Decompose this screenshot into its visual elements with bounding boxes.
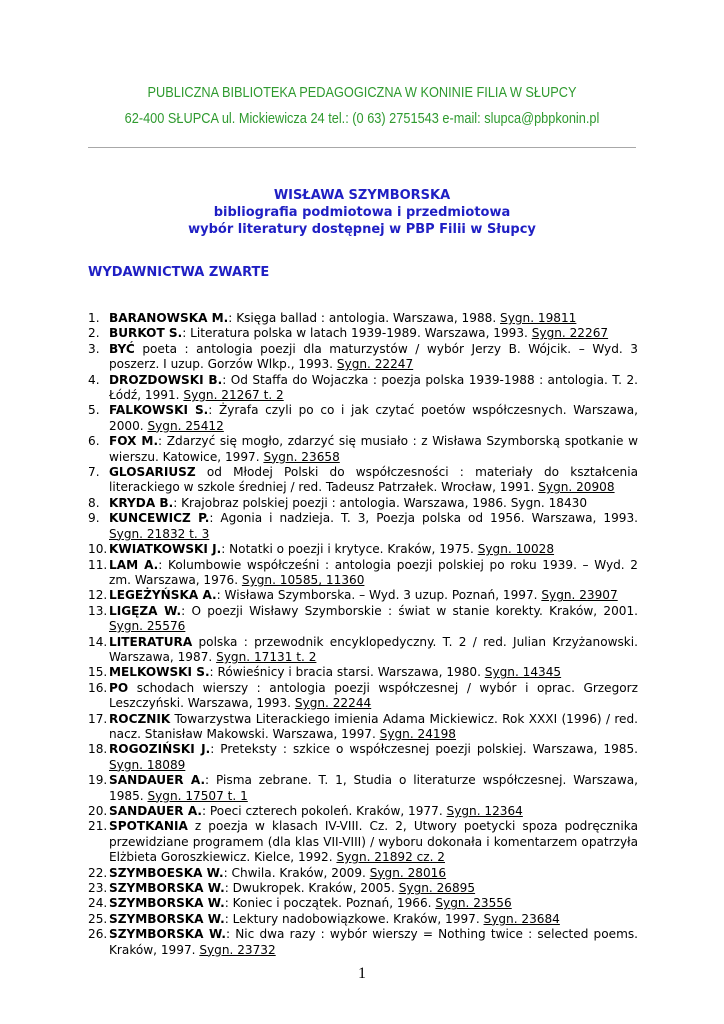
bibliography-entry [88, 665, 638, 680]
bibliography-entry [88, 311, 638, 326]
entry-call-number: Sygn. 23907 [541, 588, 618, 603]
library-address: 62-400 SŁUPCA ul. Mickiewicza 24 tel.: (0 63) 2751543 e-mail: slupca@pbpkonin.pl [124, 111, 600, 127]
entry-author: SANDAUER A. [109, 804, 203, 818]
entry-text: : Agonia i nadzieja. T. 3, Poezja polska od 1956. Warszawa, 1993. [209, 511, 638, 526]
entry-author: BURKOT S. [109, 326, 183, 341]
entry-number: 6. [88, 434, 100, 449]
entry-author: SZYMBORSKA W. [109, 896, 225, 911]
entry-call-number: Sygn. 25576 [109, 619, 186, 634]
entry-call-number: Sygn. 22244 [294, 696, 372, 711]
bibliography-entry [88, 342, 638, 373]
entry-number: 1. [88, 311, 100, 325]
document-title: WISŁAWA SZYMBORSKA [273, 188, 451, 203]
bibliography-entry [88, 373, 638, 404]
bibliography-entry [88, 712, 638, 743]
entry-text: schodach wierszy : antologia poezji współczesnej / wybór i oprac. Grzegorz Leszczyński. Warszawa, 1993. [109, 680, 638, 711]
entry-author: SANDAUER A. [109, 773, 206, 788]
entry-author: BYĆ [109, 341, 135, 356]
entry-call-number: Sygn. 20908 [538, 480, 615, 495]
entry-call-number: Sygn. 26895 [398, 881, 476, 896]
entry-call-number: Sygn. 23556 [435, 896, 512, 911]
entry-text: : Od Staffa do Wojaczka : poezja polska 1939-1988 : antologia. T. 2. Łódź, 1991. [109, 372, 638, 403]
entry-text: : Księga ballad : antologia. Warszawa, 1988. [228, 311, 501, 325]
entry-number: 26. [88, 927, 108, 942]
entry-number: 13. [88, 603, 108, 618]
entry-text: : Rówieśnicy i bracia starsi. Warszawa, 1980. [209, 665, 485, 680]
entry-text: : Dwukropek. Kraków, 2005. [224, 881, 399, 896]
bibliography-entry [88, 542, 638, 557]
entry-author: ROGOZIŃSKI J. [109, 742, 211, 757]
entry-number: 2. [88, 326, 100, 341]
entry-number: 20. [88, 804, 108, 818]
entry-text: z poezja w klasach IV-VIII. Cz. 2, Utwory poetycki spoza podręcznika przewidziane programem (dla klas VII-VIII) / wyboru dokonała i komentarzem opatrzyła Elżbieta Goroszkiewicz. Kielce, 1992. [109, 819, 638, 865]
document-subtitle: bibliografia podmiotowa i przedmiotowa [213, 205, 511, 220]
bibliography-entry [88, 403, 638, 434]
entry-call-number: Sygn. 21832 t. 3 [109, 526, 210, 541]
entry-text: polska : przewodnik encyklopedyczny. T. 2 / red. Julian Krzyżanowski. Warszawa, 1987. [109, 634, 638, 664]
entry-text: : Pisma zebrane. T. 1, Studia o literaturze współczesnej. Warszawa, 1985. [109, 773, 638, 803]
entry-number: 9. [88, 511, 100, 526]
bibliography-entry [88, 558, 638, 589]
entry-call-number: Sygn. 22267 [531, 326, 609, 341]
entry-number: 18. [88, 742, 108, 757]
entry-number: 23. [88, 881, 108, 896]
entry-call-number: Sygn. 22247 [336, 357, 414, 372]
header-divider [88, 147, 636, 148]
entry-number: 7. [88, 465, 100, 480]
entry-text: od Młodej Polski do współczesności : materiały do kształcenia literackiego w szkole średniej / red. Tadeusz Patrzałek. Wrocław, 1991. [109, 465, 638, 495]
entry-call-number: Sygn. 24198 [379, 726, 456, 741]
entry-call-number: Sygn. 17131 t. 2 [216, 649, 317, 664]
bibliography-entry [88, 434, 638, 465]
entry-call-number: Sygn. 21892 cz. 2 [336, 850, 445, 865]
entry-call-number: Sygn. 23658 [263, 449, 340, 464]
bibliography-entry [88, 326, 638, 341]
entry-author: PO [109, 680, 129, 695]
entry-author: LIGĘZA W. [109, 603, 182, 618]
entry-author: FALKOWSKI S. [109, 403, 209, 418]
entry-number: 11. [88, 557, 108, 572]
entry-author: MELKOWSKI S. [109, 665, 210, 680]
entry-author: KWIATKOWSKI J. [109, 542, 222, 557]
entry-author: KRYDA B. [109, 495, 174, 510]
entry-author: ROCZNIK [109, 711, 171, 726]
entry-author: BARANOWSKA M. [109, 311, 229, 325]
document-subtitle-2: wybór literatury dostępnej w PBP Filii w Słupcy [188, 222, 536, 237]
bibliography-entry [88, 681, 638, 712]
entry-text: poeta : antologia poezji dla maturzystów / wybór Jerzy B. Wójcik. – Wyd. 3 poszerz. I uzup. Gorzów Wlkp., 1993. [109, 341, 638, 372]
bibliography-entry [88, 588, 638, 603]
bibliography-entry [88, 465, 638, 496]
entry-text: : Zdarzyć się mogło, zdarzyć się musiało : z Wisława Szymborską spotkanie w wierszu. Katowice, 1997. [109, 434, 638, 464]
entry-text: : Lektury nadobowiązkowe. Kraków, 1997. [224, 911, 484, 926]
entry-text: : Żyrafa czyli po co i jak czytać poetów współczesnych. Warszawa, 2000. [109, 403, 638, 433]
entry-call-number: Sygn. 10028 [477, 542, 555, 557]
bibliography-entry [88, 742, 638, 773]
entry-number: 5. [88, 403, 100, 418]
entry-number: 19. [88, 773, 108, 788]
bibliography-list [88, 311, 638, 958]
entry-number: 24. [88, 896, 108, 911]
entry-number: 15. [88, 665, 108, 680]
entry-number: 12. [88, 588, 108, 603]
bibliography-entry [88, 866, 638, 881]
library-name: PUBLICZNA BIBLIOTEKA PEDAGOGICZNA W KONINIE FILIA W SŁUPCY [147, 85, 577, 101]
entry-call-number: Sygn. 17507 t. 1 [147, 788, 248, 803]
entry-number: 25. [88, 911, 108, 926]
entry-text: : Nic dwa razy : wybór wierszy = Nothing twice : selected poems. Kraków, 1997. [109, 927, 639, 957]
entry-call-number: Sygn. 14345 [484, 665, 562, 680]
entry-text: : Literatura polska w latach 1939-1989. Warszawa, 1993. [182, 326, 532, 341]
entry-author: SPOTKANIA [109, 819, 188, 834]
entry-number: 8. [88, 495, 100, 510]
entry-number: 10. [88, 542, 108, 557]
entry-author: FOX M. [109, 434, 159, 449]
bibliography-entry [88, 496, 638, 511]
entry-author: SZYMBOESKA W. [109, 865, 224, 880]
entry-text: : O poezji Wisławy Szymborskie : świat w stanie korekty. Kraków, 2001. [181, 603, 638, 618]
bibliography-entry [88, 881, 638, 896]
entry-number: 4. [88, 372, 100, 387]
entry-call-number: Sygn. 23732 [199, 942, 276, 957]
entry-author: SZYMBORSKA W. [109, 927, 227, 942]
entry-text: : Kolumbowie współcześni : antologia poezji polskiej po roku 1939. – Wyd. 2 zm. Warszawa, 1976. [109, 557, 638, 587]
entry-call-number: Sygn. 28016 [369, 865, 447, 880]
entry-text: : Krajobraz polskiej poezji : antologia. Warszawa, 1986. Sygn. 18430 [173, 495, 588, 510]
bibliography-entry [88, 927, 638, 958]
entry-author: DROZDOWSKI B. [109, 372, 223, 387]
page-number: 1 [358, 965, 366, 982]
entry-author: SZYMBORSKA W. [109, 881, 225, 896]
entry-call-number: Sygn. 23684 [483, 911, 560, 926]
entry-call-number: Sygn. 18089 [109, 757, 186, 772]
bibliography-entry [88, 604, 638, 635]
bibliography-entry [88, 912, 638, 927]
entry-number: 14. [88, 634, 108, 649]
entry-author: KUNCEWICZ P. [109, 511, 210, 526]
entry-number: 22. [88, 865, 108, 880]
entry-call-number: Sygn. 12364 [446, 804, 523, 818]
bibliography-entry [88, 635, 638, 666]
entry-text: : Preteksty : szkice o współczesnej poezji polskiej. Warszawa, 1985. [210, 742, 639, 757]
entry-number: 21. [88, 819, 108, 834]
entry-author: SZYMBORSKA W. [109, 911, 225, 926]
entry-text: : Poeci czterech pokoleń. Kraków, 1977. [202, 804, 447, 818]
entry-number: 17. [88, 711, 108, 726]
bibliography-entry [88, 804, 638, 819]
bibliography-entry [88, 819, 638, 865]
entry-text: : Koniec i początek. Poznań, 1966. [224, 896, 436, 911]
bibliography-entry [88, 896, 638, 911]
entry-call-number: Sygn. 25412 [147, 418, 224, 433]
entry-author: LEGEŻYŃSKA A. [109, 588, 217, 603]
entry-text: : Wisława Szymborska. – Wyd. 3 uzup. Poznań, 1997. [216, 588, 542, 603]
bibliography-entry [88, 773, 638, 804]
entry-author: LITERATURA [109, 634, 193, 649]
section-heading: WYDAWNICTWA ZWARTE [88, 265, 270, 280]
entry-number: 16. [88, 680, 108, 695]
entry-text: Towarzystwa Literackiego imienia Adama Mickiewicz. Rok XXXI (1996) / red. nacz. Stanisław Makowski. Warszawa, 1997. [109, 711, 638, 741]
bibliography-entry [88, 511, 638, 542]
entry-text: : Chwila. Kraków, 2009. [223, 865, 370, 880]
entry-call-number: Sygn. 21267 t. 2 [183, 388, 284, 403]
entry-author: LAM A. [109, 557, 159, 572]
entry-call-number: Sygn. 10585, 11360 [241, 572, 365, 587]
entry-number: 3. [88, 341, 100, 356]
entry-call-number: Sygn. 19811 [500, 311, 577, 325]
entry-author: GLOSARIUSZ [109, 465, 196, 480]
entry-text: : Notatki o poezji i krytyce. Kraków, 1975. [221, 542, 478, 557]
